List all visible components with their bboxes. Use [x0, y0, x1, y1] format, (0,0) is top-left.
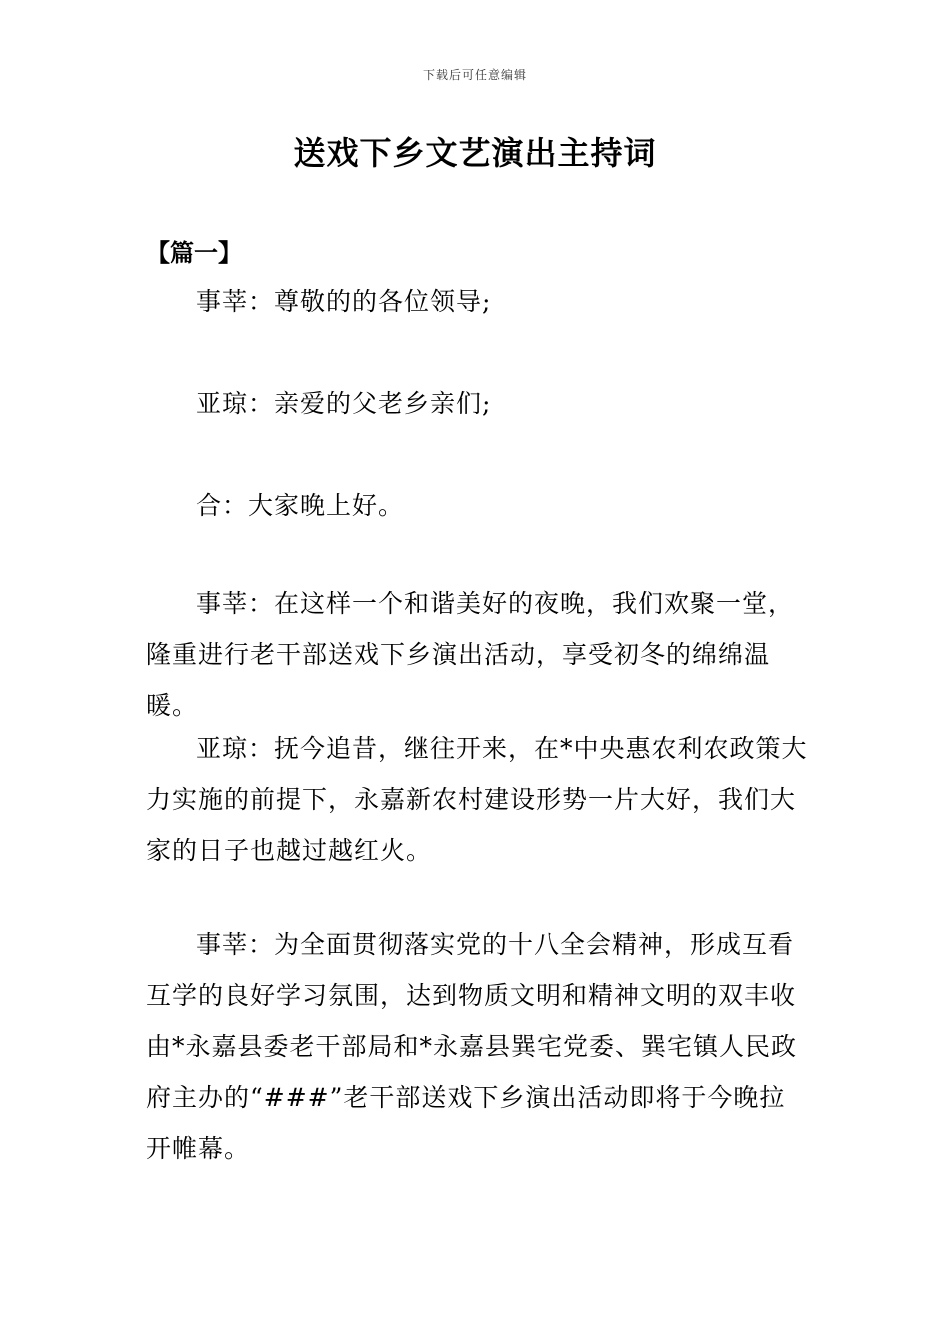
header-note: 下载后可任意编辑: [422, 68, 527, 82]
paragraph: 亚琼：亲爱的父老乡亲们;: [196, 389, 492, 418]
paragraph: 合：大家晚上好。: [196, 491, 405, 520]
paragraph: 事莘：尊敬的的各位领导;: [196, 287, 492, 316]
document-title: 送戏下乡文艺演出主持词: [293, 134, 657, 172]
paragraph: 事莘：为全面贯彻落实党的十八全会精神，形成互看互学的良好学习氛围，达到物质文明和精神文明的双丰收由*永嘉县委老干部局和*永嘉县巽宅党委、巽宅镇人民政府主办的“###”老干部送戏下乡演出活动即将于今晚拉开帷幕。: [146, 930, 798, 1163]
section-label: 【篇一】: [146, 238, 242, 267]
paragraph: 亚琼：抚今追昔，继往开来，在*中央惠农利农政策大力实施的前提下，永嘉新农村建设形势一片大好，我们大家的日子也越过越红火。: [146, 734, 808, 865]
paragraph: 事莘：在这样一个和谐美好的夜晚，我们欢聚一堂，隆重进行老干部送戏下乡演出活动，享受初冬的绵绵温暖。: [146, 589, 795, 720]
